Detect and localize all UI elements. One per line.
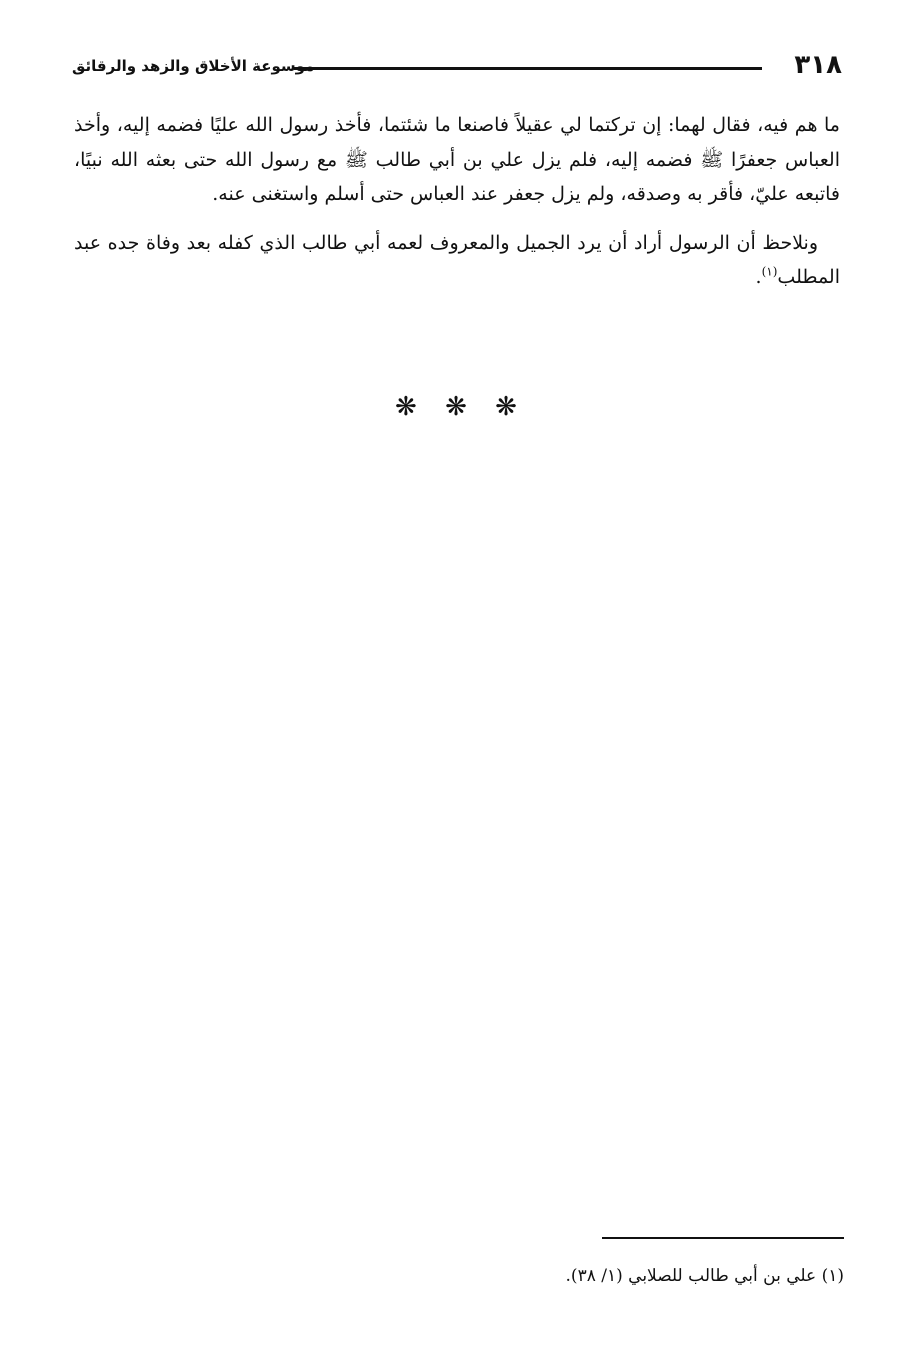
paragraph-1: ما هم فيه، فقال لهما: إن تركتما لي عقيلاً فاصنعا ما شئتما، فأخذ رسول الله عليًا فضمه إليه، وأخذ العباس جعفرًا ﷺ فضمه إليه، فلم يزل علي بن أبي طالب ﷺ مع رسول الله حتى بعثه الله نبيًا، فاتبعه عليّ، فأقر به وصدقه، ولم يزل جعفر عند العباس حتى أسلم واستغنى عنه. xyxy=(74,114,840,205)
section-separator: ❋ ❋ ❋ xyxy=(395,392,527,422)
paragraph-2-end: . xyxy=(755,266,762,288)
book-title: موسوعة الأخلاق والزهد والرقائق xyxy=(72,57,315,75)
paragraph-2 xyxy=(74,226,840,295)
footnote-1: (١) علي بن أبي طالب للصلابي (١/ ٣٨). xyxy=(565,1266,844,1286)
page-number: ٣١٨ xyxy=(794,50,842,80)
page-header xyxy=(72,50,842,84)
header-rule xyxy=(294,67,762,70)
footnote-rule xyxy=(602,1237,844,1239)
paragraph-2-text: ونلاحظ أن الرسول أراد أن يرد الجميل والمعروف لعمه أبي طالب الذي كفله بعد وفاة جده عبد المطلب xyxy=(74,231,840,288)
body-text xyxy=(74,108,840,295)
footnote-reference: (١) xyxy=(761,264,778,279)
